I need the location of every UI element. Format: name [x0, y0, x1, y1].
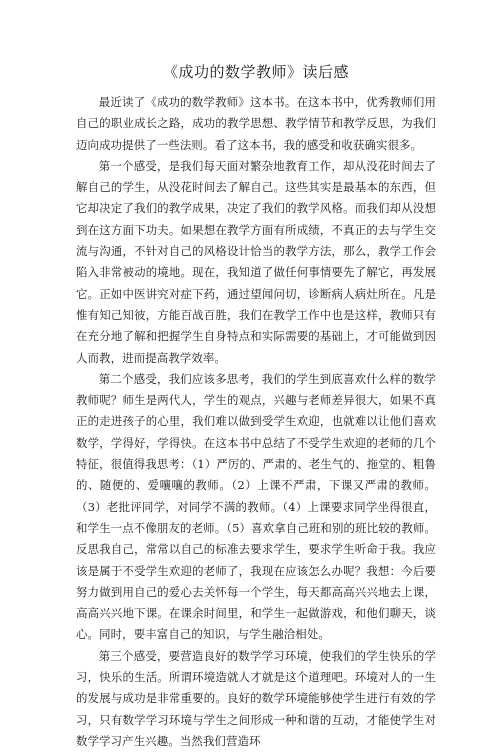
paragraph-intro: 最近读了《成功的数学教师》这本书。在这本书中，优秀教师们用自己的职业成长之路，成功的教学思想、教学情节和教学反思，为我们迈向成功提供了一些法则。看了这本书，我的感受和收获确实很多。 — [76, 95, 436, 152]
paragraph-first-feeling: 第一个感受，是我们每天面对繁杂地教育工作，却从没花时间去了解自己的学生，从没花时间去了解自己。这些其实是最基本的东西，但它却决定了我们的教学成果，决定了我们的教学风格。而我们却从没想到在这方面下功夫。如果想在教学方面有所成绩，不真正的去与学生交流与沟通，不针对自己的风格设计恰当的教学方法，那么，教学工作会陷入非常被动的境地。现在，我知道了做任何事情要先了解它，再发展它。正如中医讲究对症下药，通过望闻问切，诊断病人病灶所在。凡是惟有知己知彼，方能百战百胜，我们在教学工作中也是这样，教师只有在充分地了解和把握学生自身特点和实际需要的基础上，才可能做到因人而教，进而提高教学效率。 — [76, 158, 436, 365]
paragraph-second-feeling: 第二个感受，我们应该多思考，我们的学生到底喜欢什么样的数学教师呢？师生是两代人，学生的观点，兴趣与老师差异很大，如果不真正的走进孩子的心里，我们难以做到受学生欢迎，也就难以让他们喜欢数学，学得好，学得快。在这本书中总结了不受学生欢迎的老师的几个特征，很值得我思考：（1）严厉的、严肃的、老生气的、拖堂的、粗鲁的、随便的、爱嚷嚷的教师。（2）上课不严肃，下课又严肃的教师。（3）老批评同学，对同学不满的教师。（4）上课要求同学坐得很直，和学生一点不像朋友的老师。（5）喜欢拿自己班和别的班比较的教师。反思我自己，常常以自己的标准去要求学生，要求学生听命于我。我应该是属于不受学生欢迎的老师了，我现在应该怎么办呢？我想：今后要努力做到用自己的爱心去关怀每一个学生，每天都高高兴兴地去上课，高高兴兴地下课。在课余时间里，和学生一起做游戏，和他们聊天，谈心。同时，要丰富自己的知识，与学生融洽相处。 — [76, 371, 436, 642]
paragraph-third-feeling: 第三个感受，要营造良好的数学学习环境，使我们的学生快乐的学习，快乐的生活。所谓环境造就人才就是这个道理吧。环境对人的一生的发展与成功是非常重要的。良好的数学环境能够使学生进行有效的学习，只有数学学习环境与学生之间形成一种和谐的互动，才能使学生对数学学习产生兴趣。当然我们营造环 — [76, 648, 436, 748]
document-title: 《成功的数学教师》读后感 — [162, 63, 349, 81]
